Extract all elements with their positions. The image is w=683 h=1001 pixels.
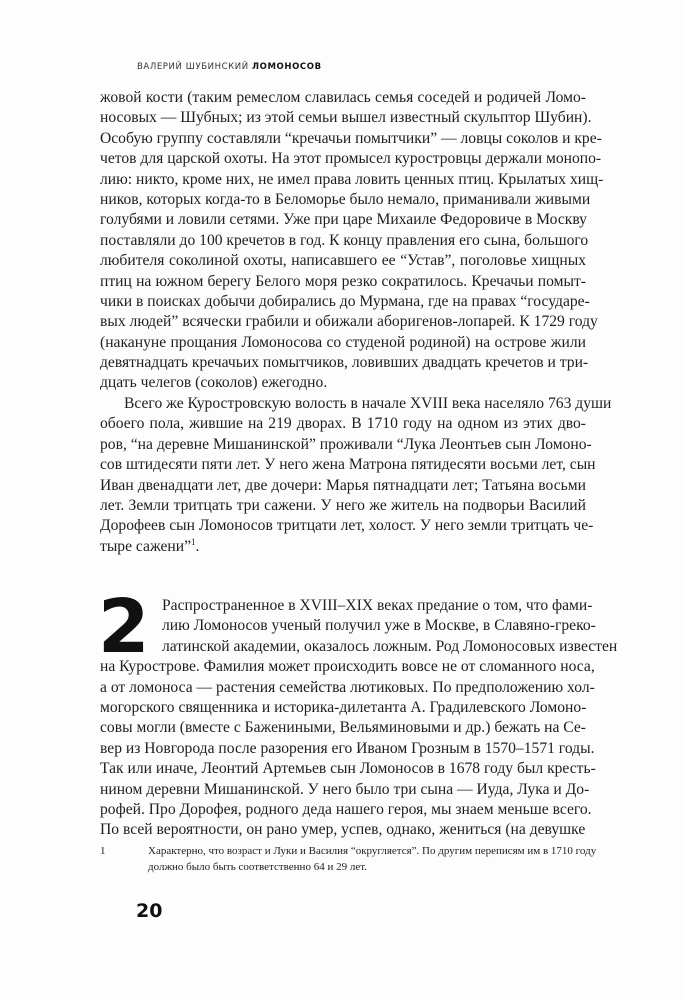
line-text: латинской академии, оказалось ложным. Род Ломоносовых известен bbox=[162, 637, 618, 655]
text-line bbox=[100, 455, 596, 475]
line-text: Так или иначе, Леонтий Артемьев сын Ломоносов в 1678 году был кресть- bbox=[100, 760, 596, 778]
text-line bbox=[100, 718, 586, 738]
line-text: нином деревни Мишанинской. У него было три сына — Иуда, Лука и До- bbox=[100, 780, 590, 798]
text-line bbox=[100, 108, 592, 128]
footnote bbox=[100, 844, 597, 875]
text-line bbox=[100, 292, 590, 312]
line-text: тыре сажени” bbox=[100, 537, 192, 555]
text-line bbox=[148, 860, 586, 876]
line-text: носовых — Шубных; из этой семьи вышел известный скульптор Шубин). bbox=[100, 109, 592, 127]
line-text: жовой кости (таким ремеслом славилась семья соседей и родичей Ломо- bbox=[100, 89, 586, 106]
line-text: рофей. Про Дорофея, родного деда нашего героя, мы знаем меньше всего. bbox=[100, 800, 592, 818]
line-text: могорского священника и историка-дилетанта А. Градилевского Ломоно- bbox=[100, 698, 587, 716]
header-book-title: ЛОМОНОСОВ bbox=[252, 62, 322, 72]
text-line bbox=[100, 312, 598, 332]
text-line bbox=[100, 678, 595, 698]
line-text: любителя соколиной охоты, написавшего ее “Устав”, поголовье хищных bbox=[100, 252, 586, 270]
running-header bbox=[137, 62, 322, 72]
text-line bbox=[100, 596, 593, 616]
line-text: должно было быть соответственно 64 и 29 лет. bbox=[148, 860, 367, 873]
text-line bbox=[100, 476, 586, 496]
text-line bbox=[100, 616, 596, 636]
line-text: ников, которых когда-то в Беломорье было немало, приманивали живыми bbox=[100, 190, 591, 208]
text-line bbox=[100, 800, 592, 820]
line-text: дцать челегов (соколов) ежегодно. bbox=[100, 374, 328, 392]
footnote-number: 1 bbox=[100, 845, 106, 857]
text-line bbox=[100, 657, 595, 677]
line-text: Всего же Куростровскую волость в начале XVIII века населяло 763 души bbox=[124, 395, 612, 412]
text-line: тыре сажени”$^1$. bbox=[100, 536, 200, 555]
text-line bbox=[100, 698, 586, 718]
footnote-text bbox=[148, 844, 597, 875]
text-line bbox=[100, 129, 602, 149]
chapter-number-dropcap: 2 bbox=[98, 584, 150, 670]
line-text: Особую группу составляли “кречачьи помытчики” — ловцы соколов и кре- bbox=[100, 129, 602, 147]
line-text: поставляли до 100 кречетов в год. К концу правления его сына, большого bbox=[100, 231, 589, 249]
line-text: четов для царской охоты. На этот промысел куростровцы держали монопо- bbox=[100, 150, 602, 168]
line-text: девятнадцать кречачьих помытчиков, ловивших двадцать кречетов и три- bbox=[100, 354, 589, 372]
text-line bbox=[100, 373, 586, 393]
text-line bbox=[100, 190, 591, 210]
text-line bbox=[100, 272, 586, 292]
line-text: на Курострове. Фамилия может происходить вовсе не от сломанного носа, bbox=[100, 658, 595, 676]
paragraph-1 bbox=[100, 88, 604, 394]
text-line bbox=[100, 414, 586, 434]
line-text: обоего пола, жившие на 219 дворах. В 1710 году на одном из этих дво- bbox=[100, 415, 586, 433]
line-text: Дорофеев сын Ломоносов тритцати лет, холост. У него земли тритцать че- bbox=[100, 517, 594, 535]
line-text: вер из Новгорода после разорения его Иваном Грозным в 1570–1571 годы. bbox=[100, 739, 595, 757]
text-line bbox=[100, 251, 586, 271]
line-text: Характерно, что возраст и Луки и Василия “округляется”. По другим переписям им в 1710 году bbox=[148, 845, 597, 857]
text-line bbox=[100, 780, 590, 800]
text-line bbox=[100, 435, 592, 455]
text-line bbox=[100, 170, 604, 190]
line-text: лию: никто, кроме них, не имел права ловить ценных птиц. Крылатых хищ- bbox=[100, 170, 604, 188]
line-text: По всей вероятности, он рано умер, успев, однако, жениться (на девушке bbox=[100, 821, 586, 839]
line-text: птиц на южном берегу Белого моря резко сократилось. Кречачьи помыт- bbox=[100, 272, 586, 290]
line-text: совы могли (вместе с Бажениными, Вельяминовыми и др.) бежать на Се- bbox=[100, 719, 586, 737]
text-line bbox=[100, 333, 586, 353]
text-line bbox=[148, 844, 597, 860]
paragraph-2 bbox=[100, 394, 612, 557]
line-text: сов штидесяти пяти лет. У него жена Матрона пятидесяти восьми лет, сын bbox=[100, 456, 596, 474]
line-text: лию Ломоносов ученый получил уже в Москве, в Славяно-греко- bbox=[162, 617, 596, 635]
line-text: а от ломоноса — растения семейства лютиковых. По предположению хол- bbox=[100, 678, 595, 696]
line-text: лет. Земли тритцать три сажени. У него же житель на подворьи Василий bbox=[100, 496, 586, 514]
chapter-paragraph bbox=[98, 584, 618, 841]
text-line bbox=[100, 759, 596, 779]
line-text: вых людей” всячески грабили и обижали аборигенов-лопарей. К 1729 году bbox=[100, 313, 598, 331]
text-line bbox=[100, 231, 589, 251]
line-text: Иван двенадцати лет, две дочери: Марья пятнадцати лет; Татьяна восьми bbox=[100, 476, 586, 494]
text-line bbox=[100, 739, 595, 759]
text-line bbox=[100, 88, 586, 108]
line-text: голубями и ловили сетями. Уже при царе Михаиле Федоровиче в Москву bbox=[100, 211, 587, 229]
line-text: Распространенное в XVIII–XIX веках предание о том, что фами- bbox=[162, 597, 593, 614]
page-number: 20 bbox=[136, 900, 163, 922]
footnote-reference[interactable]: 1 bbox=[191, 536, 196, 547]
text-line bbox=[100, 820, 586, 840]
text-line bbox=[100, 210, 586, 230]
text-line bbox=[100, 496, 586, 516]
header-author: ВАЛЕРИЙ ШУБИНСКИЙ bbox=[137, 62, 249, 72]
text-line bbox=[100, 149, 602, 169]
line-text: чики в поисках добычи добирались до Мурмана, где на правах “государе- bbox=[100, 292, 590, 310]
line-text: (накануне прощания Ломоносова со студеной родиной) на острове жили bbox=[100, 333, 586, 351]
text-line bbox=[100, 516, 594, 536]
text-line bbox=[100, 394, 612, 414]
line-text: ров, “на деревне Мишанинской” проживали “Лука Леонтьев сын Ломоно- bbox=[100, 435, 592, 453]
text-line bbox=[100, 637, 618, 657]
text-line bbox=[100, 353, 589, 373]
